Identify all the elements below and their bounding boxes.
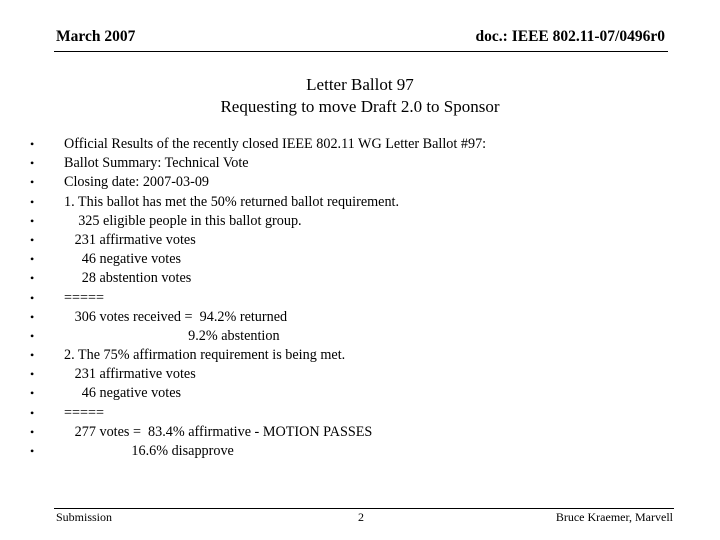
bullet-icon: •: [30, 424, 35, 439]
title-line-2: Requesting to move Draft 2.0 to Sponsor: [220, 97, 500, 116]
bullet-icon: •: [30, 213, 35, 228]
footer-divider: [54, 508, 674, 509]
bullet-icon: •: [30, 194, 35, 209]
slide-title: [0, 74, 720, 118]
bullet-icon: •: [30, 309, 35, 324]
title-line-1: Letter Ballot 97: [306, 75, 414, 94]
bullet-text: =====: [64, 289, 105, 306]
bullet-text: 325 eligible people in this ballot group.: [64, 212, 302, 229]
bullet-text: 231 affirmative votes: [64, 231, 196, 248]
page-number: 2: [358, 510, 364, 524]
header-divider: [54, 51, 668, 52]
bullet-icon: •: [30, 444, 35, 458]
bullet-icon: •: [30, 137, 35, 151]
bullet-text: Ballot Summary: Technical Vote: [64, 155, 249, 172]
bullet-text: 46 negative votes: [64, 385, 182, 402]
bullet-text: =====: [64, 404, 105, 421]
footer-author: Bruce Kraemer, Marvell: [555, 510, 673, 524]
bullet-icon: •: [30, 156, 35, 171]
bullet-text: 1. This ballot has met the 50% returned ballot requirement.: [64, 193, 400, 210]
bullet-icon: •: [30, 175, 35, 190]
bullet-icon: •: [30, 252, 35, 267]
header-date: March 2007: [56, 28, 136, 45]
bullet-text: 9.2% abstention: [64, 327, 280, 344]
bullet-text: 28 abstention votes: [64, 270, 192, 287]
bullet-text: Closing date: 2007-03-09: [64, 174, 210, 191]
bullet-icon: •: [30, 232, 35, 247]
bullet-icon: •: [30, 348, 35, 363]
bullet-text: 231 affirmative votes: [64, 366, 196, 383]
footer-submission: Submission: [56, 510, 113, 524]
bullet-text: 306 votes received = 94.2% returned: [64, 308, 288, 325]
bullet-icon: •: [30, 271, 35, 286]
bullet-text: 2. The 75% affirmation requirement is being met.: [64, 347, 346, 364]
header-doc-id: doc.: IEEE 802.11-07/0496r0: [475, 28, 665, 45]
bullet-text: 277 votes = 83.4% affirmative - MOTION PASSES: [64, 423, 373, 440]
bullet-text: 16.6% disapprove: [64, 443, 234, 459]
bullet-icon: •: [30, 386, 35, 401]
bullet-icon: •: [30, 328, 35, 343]
bullet-text: 46 negative votes: [64, 251, 182, 268]
bullet-icon: •: [30, 290, 35, 305]
bullet-icon: •: [30, 367, 35, 382]
bullet-icon: •: [30, 405, 35, 420]
bullet-text: Official Results of the recently closed IEEE 802.11 WG Letter Ballot #97:: [64, 136, 487, 152]
